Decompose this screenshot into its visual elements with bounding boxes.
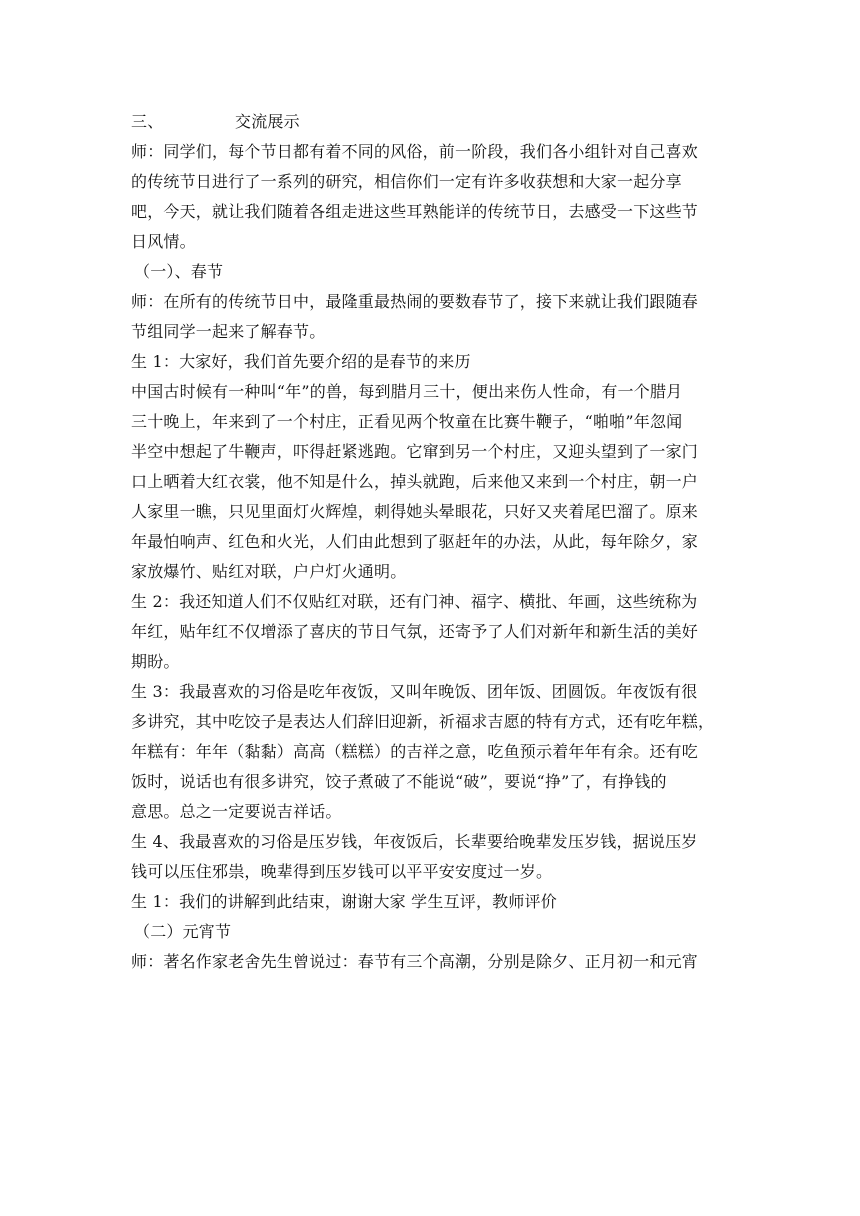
text-line: 节组同学一起来了解春节。	[131, 322, 326, 341]
text-line: 多讲究，其中吃饺子是表达人们辞旧迎新，祈福求吉愿的特有方式，还有吃年糕，	[131, 712, 715, 731]
text-line: 期盼。	[131, 652, 180, 671]
section-number: 三、	[131, 112, 164, 131]
text-line: 的传统节日进行了一系列的研究，相信你们一定有许多收获想和大家一起分享	[131, 172, 682, 191]
text-line: 意思。总之一定要说吉祥话。	[131, 802, 342, 821]
subheading-lantern-festival: （二）元宵节	[134, 922, 232, 941]
text-line: 日风情。	[131, 232, 196, 251]
text-line: 三十晚上，年来到了一个村庄，正看见两个牧童在比赛牛鞭子，“啪啪”年忽闻	[131, 412, 683, 431]
document-body	[131, 107, 731, 977]
text-line: 中国古时候有一种叫“年”的兽，每到腊月三十，便出来伤人性命，有一个腊月	[131, 382, 683, 401]
text-line: 年糕有：年年（黏黏）高高（糕糕）的吉祥之意，吃鱼预示着年年有余。还有吃	[131, 742, 699, 761]
text-line: 生 2：我还知道人们不仅贴红对联，还有门神、福字、横批、年画，这些统称为	[131, 592, 698, 611]
text-line: 年红，贴年红不仅增添了喜庆的节日气氛，还寄予了人们对新年和新生活的美好	[131, 622, 699, 641]
section-heading	[131, 107, 731, 137]
text-line: 口上晒着大红衣裳，他不知是什么，掉头就跑，后来他又来到一个村庄，朝一户	[131, 472, 699, 491]
text-line: 生 4、我最喜欢的习俗是压岁钱，年夜饭后，长辈要给晚辈发压岁钱，据说压岁	[131, 832, 698, 851]
text-line: 师：同学们，每个节日都有着不同的风俗，前一阶段，我们各小组针对自己喜欢	[131, 142, 699, 161]
text-line: 师：在所有的传统节日中，最隆重最热闹的要数春节了，接下来就让我们跟随春	[131, 292, 699, 311]
text-line: 人家里一瞧，只见里面灯火辉煌，刺得她头晕眼花，只好又夹着尾巴溜了。原来	[131, 502, 699, 521]
subheading-spring-festival: （一）、春节	[134, 262, 224, 281]
text-line: 钱可以压住邪祟，晚辈得到压岁钱可以平平安安度过一岁。	[131, 862, 553, 881]
text-line: 家放爆竹、贴红对联，户户灯火通明。	[131, 562, 407, 581]
text-line: 生 3：我最喜欢的习俗是吃年夜饭，又叫年晚饭、团年饭、团圆饭。年夜饭有很	[131, 682, 698, 701]
text-line: 生 1：我们的讲解到此结束，谢谢大家 学生互评，教师评价	[131, 892, 557, 911]
text-line: 饭时，说话也有很多讲究，饺子煮破了不能说“破”，要说“挣”了，有挣钱的	[131, 772, 667, 791]
text-line: 吧，今天，就让我们随着各组走进这些耳熟能详的传统节日，去感受一下这些节	[131, 202, 699, 221]
text-line: 年最怕响声、红色和火光，人们由此想到了驱赶年的办法，从此，每年除夕，家	[131, 532, 699, 551]
text-line: 生 1：大家好，我们首先要介绍的是春节的来历	[131, 352, 471, 371]
text-line: 师：著名作家老舍先生曾说过：春节有三个高潮，分别是除夕、正月初一和元宵	[131, 952, 699, 971]
text-line: 半空中想起了牛鞭声，吓得赶紧逃跑。它窜到另一个村庄，又迎头望到了一家门	[131, 442, 699, 461]
section-title-text: 交流展示	[235, 112, 300, 131]
